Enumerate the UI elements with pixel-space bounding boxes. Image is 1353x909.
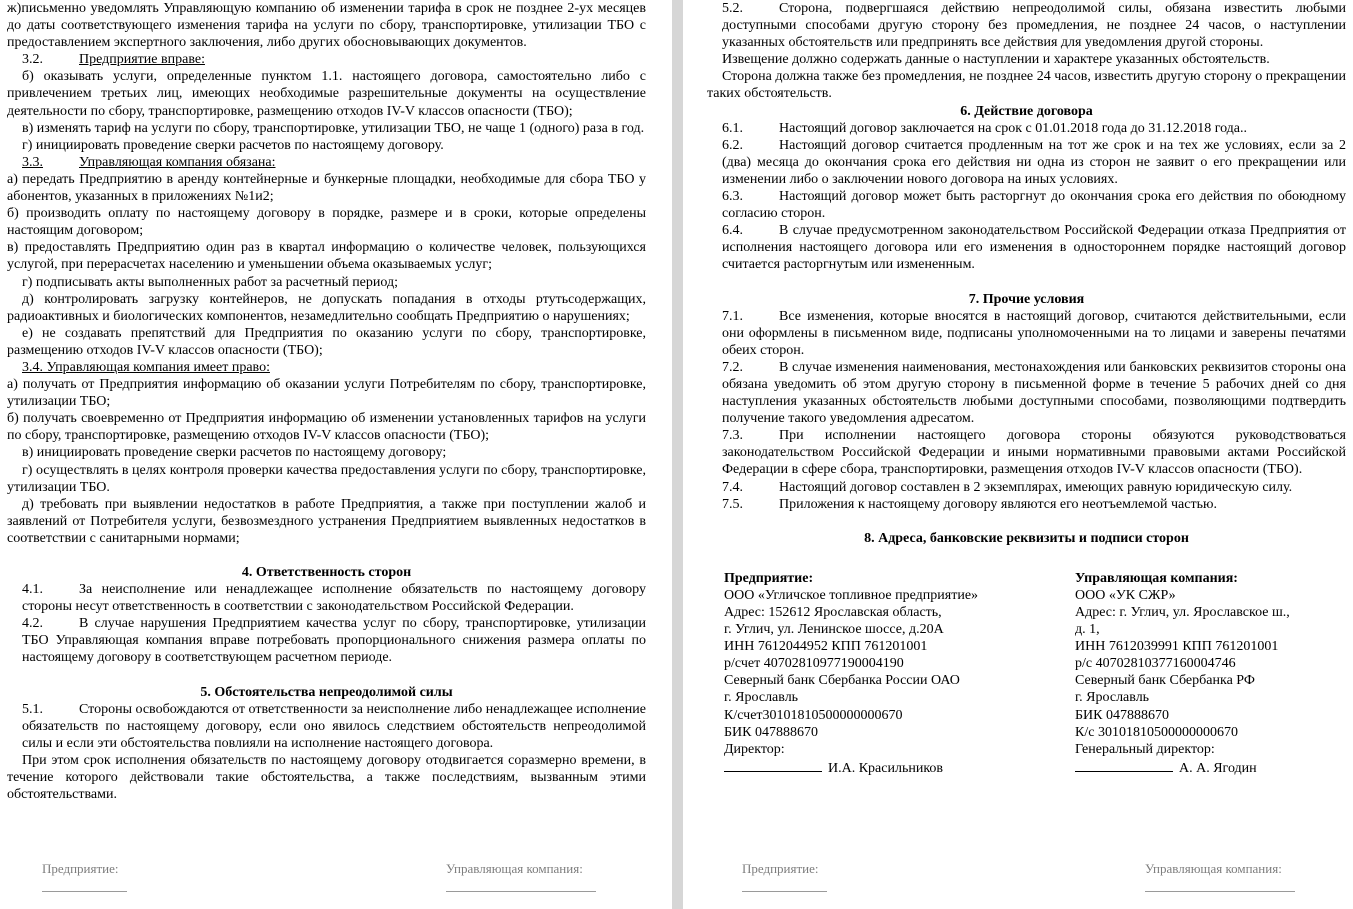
clause-3-3-g: г) подписывать акты выполненных работ за расчетный период; <box>22 274 398 290</box>
clause-3-4-heading <box>7 359 646 376</box>
clause-number: 3.2. <box>22 52 43 68</box>
clause-number: 6.2. <box>722 137 743 153</box>
clause-3-2-v: в) изменять тариф на услуги по сбору, транспортировке, утилизации ТБО, не чаще 1 (одного) раза в год. <box>22 120 645 136</box>
signer-name: И.А. Красильников <box>828 760 944 776</box>
clause-text: Стороны освобождаются от ответственности за неисполнение либо ненадлежащее исполнение обязательств по настоящему договору, если оно явилось следствием обстоятельств непреодолимой силы и если эти обстоятельства повлияли на исполнение настоящего договора. <box>22 701 646 751</box>
clause-number: 4.2. <box>22 616 43 632</box>
party-line: К/счет30101810500000000670 <box>724 707 903 723</box>
clause-5-2-end: Сторона должна также без промедления, не позднее 24 часов, известить другую сторону о прекращении таких обстоятельств. <box>707 69 1346 102</box>
party-line: ИНН 7612044952 КПП 761201001 <box>724 639 928 655</box>
party-line: К/с 30101810500000000670 <box>1075 724 1238 740</box>
party-line: Адрес: г. Углич, ул. Ярославское ш., <box>1075 605 1290 620</box>
clause-text: Настоящий договор заключается на срок с 01.01.2018 года до 31.12.2018 года.. <box>779 120 1248 136</box>
signature-line <box>724 758 822 772</box>
section-4-heading: 4. Ответственность сторон <box>241 565 412 580</box>
clause-text: За неисполнение или ненадлежащее исполнение обязательств по настоящему договору стороны несут ответственность в соответствии с законодательством Российской Федерации. <box>22 582 646 615</box>
footer-label-left: Предприятие: <box>742 861 819 876</box>
party-line: ИНН 7612039991 КПП 761201001 <box>1075 639 1279 655</box>
clause-number: 3.3. <box>22 154 43 170</box>
page-footer <box>0 861 672 903</box>
clause-6-4 <box>707 222 1346 273</box>
party-line: Северный банк Сбербанка России ОАО <box>724 673 960 689</box>
clause-7-2 <box>707 359 1346 427</box>
party-management <box>1075 570 1346 777</box>
clause-text: Сторона, подвергшаяся действию непреодолимой силы, обязана известить любыми доступными способами другую сторону без промедления, не позднее 24 часов, о наступлении указанных обстоятельств или предпринять все действия для уведомления другой стороны. <box>722 1 1346 51</box>
clause-7-5 <box>707 496 1346 513</box>
party-line: Генеральный директор: <box>1075 741 1215 757</box>
left-page <box>0 0 672 909</box>
footer-label-left: Предприятие: <box>42 861 119 876</box>
clause-text: В случае изменения наименования, местонахождения или банковских реквизитов стороны она обязана уведомить об этом другую сторону в письменной форме в течение 5 рабочих дней со дня наступления указанных обстоятельств любыми доступными способами, позволяющими подтвердить получение такого уведомления адресатом. <box>722 359 1346 427</box>
party-line: д. 1, <box>1075 622 1100 638</box>
clause-7-1 <box>707 308 1346 359</box>
section-6-heading: 6. Действие договора <box>960 103 1093 119</box>
party-line: г. Ярославль <box>724 690 799 706</box>
clause-number: 7.5. <box>722 496 743 512</box>
party-line: р/с 40702810377160004746 <box>1075 656 1236 672</box>
footer-label-right: Управляющая компания: <box>1145 861 1282 876</box>
clause-number: 7.1. <box>722 308 743 324</box>
party-line: ООО «Угличское топливное предприятие» <box>724 587 979 603</box>
clause-3-4-a: а) получать от Предприятия информацию об оказании услуги Потребителям по сбору, транспортировке, утилизации ТБО; <box>7 377 646 410</box>
signature-line <box>1075 758 1173 772</box>
clause-text: При исполнении настоящего договора стороны обязуются руководствоваться законодательством Российской Федерации и иными нормативными правовыми актами Российской Федерации в сфере сбора, транспортировки, размещения отходов IV-V классов опасности (ТБО). <box>722 428 1346 478</box>
clause-3-4-v: в) инициировать проведение сверки расчетов по настоящему договору; <box>22 445 447 461</box>
party-line: Северный банк Сбербанка РФ <box>1075 673 1255 689</box>
party-line: БИК 047888670 <box>724 724 818 740</box>
clause-text: Настоящий договор составлен в 2 экземплярах, имеющих равную юридическую силу. <box>779 479 1293 495</box>
clause-number: 6.3. <box>722 189 743 205</box>
party-line: г. Углич, ул. Ленинское шоссе, д.20А <box>724 622 944 638</box>
clause-number: 4.1. <box>22 582 43 598</box>
clause-3-3-d: д) контролировать загрузку контейнеров, не допускать попадания в отходы ртутьсодержащих, радиоактивных и биологических компонентов, незамедлительно сообщать Предприятию о нарушениях; <box>7 291 646 324</box>
clause-6-2 <box>707 137 1346 188</box>
right-page <box>683 0 1353 909</box>
clause-text: Приложения к настоящему договору являются его неотъемлемой частью. <box>779 496 1217 512</box>
clause-5-2 <box>707 0 1346 51</box>
clause-5-2-notice: Извещение должно содержать данные о наступлении и характере указанных обстоятельств. <box>722 52 1270 68</box>
clause-3-2-g: г) инициировать проведение сверки расчетов по настоящему договору. <box>22 137 444 153</box>
left-page-text <box>7 0 646 803</box>
footer-signature-line <box>446 891 596 892</box>
party-line: р/счет 40702810977190004190 <box>724 656 904 672</box>
clause-title: Управляющая компания обязана: <box>79 154 276 170</box>
party-title: Управляющая компания: <box>1075 570 1238 586</box>
footer-label-right: Управляющая компания: <box>446 861 583 876</box>
signature-row <box>1075 758 1346 777</box>
clause-number: 6.1. <box>722 120 743 136</box>
clause-title: Предприятие вправе: <box>79 52 205 68</box>
clause-3-3-b: б) производить оплату по настоящему договору в порядке, размере и в сроки, которые определены настоящим договором; <box>7 206 646 239</box>
party-enterprise <box>707 570 1075 777</box>
clause-3-3-e: е) не создавать препятствий для Предприятия по оказанию услуги по сбору, транспортировке, размещению отходов IV-V классов опасности (ТБО); <box>7 325 646 358</box>
clause-text: В случае предусмотренном законодательством Российской Федерации отказа Предприятия от исполнения настоящего договора или его изменения в одностороннем порядке настоящий договор считается расторгнутым или измененным. <box>722 223 1346 273</box>
clause-7-4 <box>707 479 1346 496</box>
clause-number: 7.3. <box>722 428 743 444</box>
footer-signature-line <box>1145 891 1295 892</box>
signature-row <box>724 758 1075 777</box>
section-7-heading: 7. Прочие условия <box>968 291 1085 307</box>
footer-signature-line <box>742 891 827 892</box>
clause-3-3-v: в) предоставлять Предприятию один раз в квартал информацию о количестве человек, пользующихся услугой, при перерасчетах населению и уменьшении объема оказываемых услуг; <box>7 240 646 273</box>
party-title: Предприятие: <box>724 570 814 586</box>
clause-5-1 <box>7 701 646 752</box>
section-5-heading: 5. Обстоятельства непреодолимой силы <box>200 684 453 700</box>
clause-number: 6.4. <box>722 223 743 239</box>
clause-text: Все изменения, которые вносятся в настоящий договор, считаются действительными, если они оформлены в письменном виде, подписаны уполномоченными на то лицами и заверены печатями обеих сторон. <box>722 308 1346 358</box>
party-line: Адрес: 152612 Ярославская область, <box>724 605 942 620</box>
clause-text: В случае нарушения Предприятием качества услуг по сбору, транспортировке, утилизации ТБО Управляющая компания вправе потребовать пропорционального снижения размера оплаты по настоящему договору в соответствующем расчетном периоде. <box>22 616 646 666</box>
party-line: БИК 047888670 <box>1075 707 1169 723</box>
clause-3-3-heading <box>7 154 646 171</box>
section-8-heading: 8. Адреса, банковские реквизиты и подписи сторон <box>864 530 1189 546</box>
party-line: Директор: <box>724 741 785 757</box>
page-footer <box>683 861 1353 903</box>
clause-5-1-cont: При этом срок исполнения обязательств по настоящему договору отодвигается соразмерно времени, в течение которого действовали такие обстоятельства, а также последствиям, вызванным этими обстоятельствами. <box>7 752 646 803</box>
party-details <box>707 570 1346 777</box>
clause-number: 7.4. <box>722 479 743 495</box>
clause-3-4-d: д) требовать при выявлении недостатков в работе Предприятия, а также при поступлении жалоб и заявлений от Потребителя услуги, безвозмездного устранения Предприятием выявленных недостатков в соответствии с санитарными нормами; <box>7 496 646 546</box>
party-line: г. Ярославль <box>1075 690 1150 706</box>
clause-text: Настоящий договор может быть расторгнут до окончания срока его действия по обоюдному согласию сторон. <box>722 189 1346 222</box>
clause-title: 3.4. Управляющая компания имеет право: <box>22 359 270 375</box>
clause-3-3-a: а) передать Предприятию в аренду контейнерные и бункерные площадки, необходимые для сбора ТБО у абонентов, указанных в приложениях №1и2; <box>7 171 646 205</box>
clause-3-1-zh: ж)письменно уведомлять Управляющую компанию об изменении тарифа в срок не позднее 2-ух месяцев до даты соответствующего изменения тарифа на услуги по сбору, транспортировке, утилизации ТБО с предоставлением экспертного заключения, либо других обосновывающих документов. <box>7 1 646 51</box>
clause-3-4-g: г) осуществлять в целях контроля проверки качества предоставления услуги по сбору, транспортировке, утилизации ТБО. <box>7 462 646 495</box>
clause-6-1 <box>707 120 1346 137</box>
clause-4-1 <box>7 581 646 615</box>
clause-number: 5.2. <box>722 1 743 16</box>
clause-3-2-heading <box>7 51 646 68</box>
clause-number: 7.2. <box>722 359 743 375</box>
clause-3-4-b: б) получать своевременно от Предприятия информацию об изменении установленных тарифов на услуги по сбору, транспортировке, размещению отходов IV-V классов опасности (ТБО); <box>7 411 646 444</box>
clause-text: Настоящий договор считается продленным на тот же срок и на тех же условиях, если за 2 (два) месяца до окончания срока его действия ни одна из сторон не заявит о его прекращении или изменении либо о заключении нового договора на иных условиях. <box>722 137 1346 187</box>
clause-7-3 <box>707 427 1346 478</box>
clause-number: 5.1. <box>22 701 43 717</box>
right-page-text <box>707 0 1346 777</box>
party-line: ООО «УК СЖР» <box>1075 587 1176 603</box>
clause-3-2-b: б) оказывать услуги, определенные пунктом 1.1. настоящего договора, самостоятельно либо с привлечением третьих лиц, имеющих необходимые разрешительные документы на осуществление деятельности по сбору, транспортировке, размещению отходов IV-V классов опасности (ТБО); <box>7 69 646 119</box>
signer-name: А. А. Ягодин <box>1179 760 1257 776</box>
footer-signature-line <box>42 891 127 892</box>
clause-4-2 <box>7 615 646 666</box>
clause-6-3 <box>707 188 1346 222</box>
